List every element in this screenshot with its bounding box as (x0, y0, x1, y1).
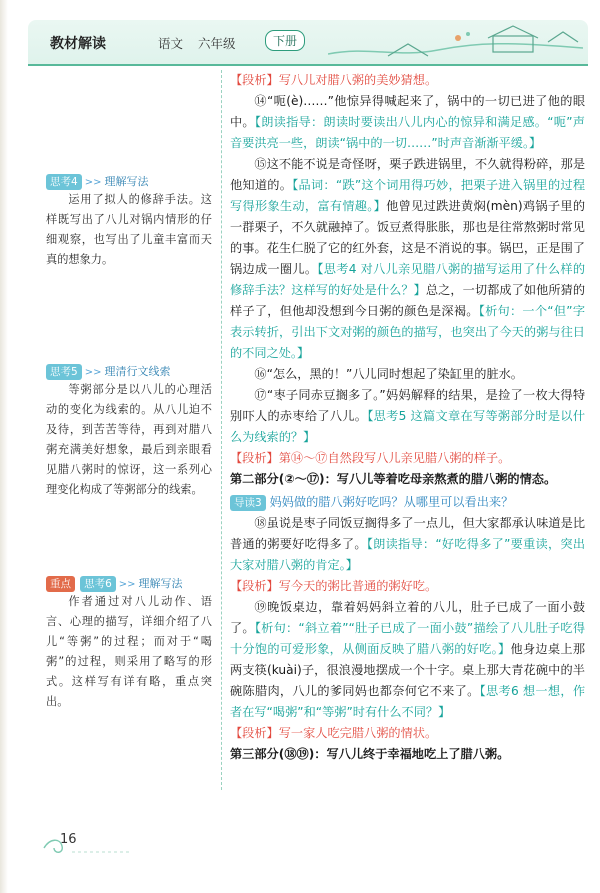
reading-guide: 【朗读指导：朗读时要读出八儿内心的惊异和满足感。“呃”声音要洪亮一些，朗读“锅中的一切……”时声音渐渐平缓。】 (230, 115, 585, 150)
paragraph-14 (230, 91, 585, 154)
paragraph-number: ⑱ (254, 516, 267, 530)
paragraph-17 (230, 385, 585, 448)
paragraph-text: “怎么，黑的！”八儿同时想起了染缸里的脏水。 (266, 367, 523, 381)
paragraph-number: ⑲ (254, 600, 268, 614)
think-tag: 思考6 (80, 576, 116, 592)
page-header (28, 20, 588, 66)
think-question: 【思考5 这篇文章在写等粥部分时是以什么为线索的？】 (230, 409, 586, 444)
part-summary: 第二部分(②～⑰)：写八儿等着吃母亲熬煮的腊八粥的情态。 (230, 472, 557, 486)
reading-guide: 【朗读指导：“好吃得多了”要重读，突出大家对腊八粥的肯定。】 (230, 537, 586, 572)
sentence-analysis: 【析句：一个“但”字表示转折，引出下文对粥的颜色的描写，也突出了今天的粥与往日的不同之处。】 (230, 304, 586, 360)
think-tag: 思考5 (46, 364, 82, 380)
segment-analysis: 【段析】写八儿对腊八粥的美妙猜想。 (230, 73, 438, 87)
part-summary: 第三部分(⑱⑲)：写八儿终于幸福地吃上了腊八粥。 (230, 747, 510, 761)
side-note-body: 作者通过对八儿动作、语言、心理的描写，详细介绍了八儿“等粥”的过程；而对于“喝粥”的过程，则采用了略写的形式。这样写有详有略，重点突出。 (46, 595, 212, 708)
paragraph-text: “呃(è)……”他惊异得喊起来了，锅中的一切已进了他的眼中。 (230, 94, 586, 129)
paragraph-16 (230, 364, 585, 385)
paragraph-text: 他曾见过跌进黄焖(mèn)鸡锅子里的一群栗子，不久就融掉了。饭豆煮得胀胀，那也是往常熬粥时常见的事。花生仁脱了它的红外套，这是不消说的事。锅巴，正是围了锅边成一圈儿。 (230, 199, 586, 276)
paragraph-text: 虽说是枣子同饭豆搁得多了一点儿，但大家都承认味道是比普通的粥要好吃得多了。 (230, 516, 586, 551)
side-note-4 (46, 170, 212, 270)
volume-badge: 下册 (265, 30, 305, 51)
arrow-icon: >> (84, 367, 102, 378)
paragraph-number: ⑭ (254, 94, 267, 108)
page-edge (0, 0, 8, 893)
paragraph-text: 他身边桌上那两支筷(kuài)子，很浪漫地摆成一个十字。桌上那大青花碗中的半碗陈腊肉，八儿的爹同妈也都奈何它不来了。 (230, 642, 586, 698)
paragraph-18 (230, 513, 585, 576)
side-note-title: 理解写法 (138, 577, 183, 590)
side-note-header (46, 572, 212, 592)
guide-question (230, 492, 585, 513)
page-number: 16 (60, 832, 77, 847)
side-note-body: 运用了拟人的修辞手法。这样既写出了八儿对锅内情形的仔细观察，也写出了儿童丰富而天真的想象力。 (46, 193, 212, 266)
page-number-decoration-icon (42, 836, 132, 856)
segment-analysis: 【段析】写一家人吃完腊八粥的情状。 (230, 726, 438, 740)
main-text (230, 70, 585, 765)
arrow-icon: >> (84, 177, 102, 188)
paragraph-text: “枣子同赤豆搁多了。”妈妈解释的结果，是捡了一枚大得特别吓人的赤枣给了八儿。 (230, 388, 586, 423)
guide-tag: 导读3 (230, 495, 266, 511)
side-note-header (46, 170, 212, 190)
side-note-title: 理清行文线索 (104, 365, 171, 378)
subject-label: 语文 (158, 36, 184, 51)
paragraph-number: ⑮ (254, 157, 267, 171)
think-question: 【思考4 对八儿亲见腊八粥的描写运用了什么样的修辞手法？这样写的好处是什么？】 (230, 262, 586, 297)
paragraph-19 (230, 597, 585, 723)
guide-question-text: 妈妈做的腊八粥好吃吗？从哪里可以看出来？ (269, 495, 514, 509)
paragraph-number: ⑰ (254, 388, 267, 402)
column-divider (221, 70, 222, 790)
paragraph-number: ⑯ (254, 367, 267, 381)
header-decoration-icon (328, 24, 583, 62)
word-analysis: 【品词：“跌”这个词用得巧妙，把栗子进入锅里的过程写得形象生动，富有情趣。】 (230, 178, 586, 213)
grade-label: 六年级 (198, 36, 236, 51)
key-point-tag: 重点 (46, 576, 75, 592)
paragraph-text: 这不能不说是奇怪呀，栗子跌进锅里，不久就得粉碎，那是他知道的。 (230, 157, 586, 192)
side-note-header (46, 360, 212, 380)
book-title: 教材解读 (50, 36, 106, 52)
segment-analysis: 【段析】第⑭～⑰自然段写八儿亲见腊八粥的样子。 (230, 451, 511, 465)
segment-analysis: 【段析】写今天的粥比普通的粥好吃。 (230, 579, 438, 593)
paragraph-text: 总之，一切都成了如他所猜的样子了，但他却没想到今日粥的颜色是深褐。 (230, 283, 586, 318)
arrow-icon: >> (118, 579, 136, 590)
side-note-6 (46, 572, 212, 712)
sentence-analysis: 【析句：“斜立着”“肚子已成了一面小鼓”描绘了八儿肚子吃得十分饱的可爱形象，从侧面反映了腊八粥的好吃。】 (230, 621, 586, 656)
side-note-body: 等粥部分是以八儿的心理活动的变化为线索的。从八儿迫不及待，到苦苦等待，再到对腊八粥充满美好想象，最后到亲眼看见腊八粥时的惊讶，这一系列心理变化构成了等粥部分的线索。 (46, 383, 212, 496)
think-tag: 思考4 (46, 174, 82, 190)
think-question: 【思考6 想一想，作者在写“喝粥”和“等粥”时有什么不同？】 (230, 684, 586, 719)
side-note-5 (46, 360, 212, 500)
paragraph-text: 晚饭桌边，靠着妈妈斜立着的八儿，肚子已成了一面小鼓了。 (230, 600, 586, 635)
side-note-title: 理解写法 (104, 175, 149, 188)
paragraph-15 (230, 154, 585, 364)
